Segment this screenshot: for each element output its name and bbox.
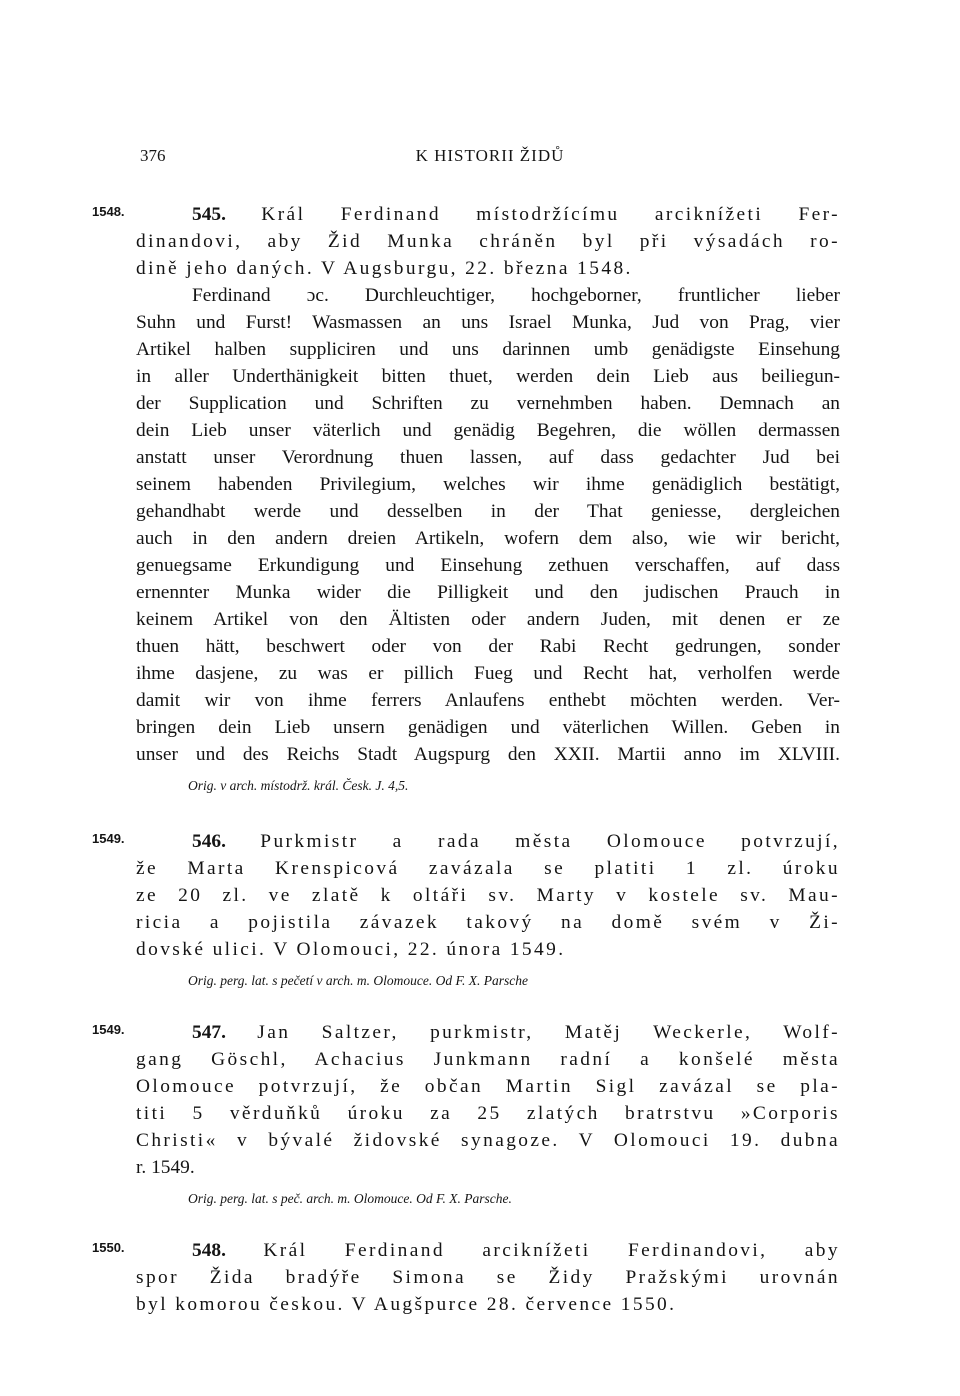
entry-heading-text: Jan Saltzer, purkmistr, Matěj Weckerle, Wolf- [225,1022,840,1043]
entry-heading-line [136,201,840,228]
document-entry-546 [92,828,840,991]
running-title: K HISTORII ŽIDŮ [415,146,565,165]
entry-text-line: unser und des Reichs Stadt Augspurg den XXII. Martii anno im XLVIII. [136,744,840,765]
entry-heading-text: Purkmistr a rada města Olomouce potvrzují, [225,831,840,852]
entry-text-line: seinem habenden Privilegium, welches wir ihme genädiglich bestätigt, [136,474,840,495]
entry-heading-line: titi 5 věrduňků úroku za 25 zlatých bratrstvu »Corporis [136,1103,840,1124]
entry-text-line: keinem Artikel von den Ältisten oder andern Juden, mit denen er ze [136,609,840,630]
page-number: 376 [140,146,166,165]
entry-heading-line: ze 20 zl. ve zlatě k oltáři sv. Marty v kostele sv. Mau- [136,885,840,906]
entry-heading-line [136,1237,840,1264]
entry-text-line: ihme dasjene, zu was er pillich Fueg und Recht hat, verholfen werde [136,663,840,684]
entry-heading-line: ricia a pojistila závazek takový na domě svém v Ži- [136,912,840,933]
entry-text-line: Ferdinand ɔc. Durchleuchtiger, hochgeborner, fruntlicher lieber [192,285,840,306]
entry-year: 1548. [92,204,125,219]
entry-heading-line: dovské ulici. V Olomouci, 22. února 1549. [136,939,566,960]
entry-heading-text: Král Ferdinand arciknížeti Ferdinandovi, aby [225,1240,840,1261]
entry-heading-line: dině jeho daných. V Augsburgu, 22. března 1548. [136,258,633,279]
entry-heading-line: r. 1549. [136,1157,195,1178]
document-entry-548 [92,1237,840,1318]
source-note: Orig. perg. lat. s pečetí v arch. m. Olomouce. Od F. X. Parsche [188,973,528,988]
document-entry-547 [92,1019,840,1209]
entry-heading-line: že Marta Krenspicová zavázala se platiti 1 zl. úroku [136,858,840,879]
entry-number: 547. [192,1022,226,1043]
entry-heading-line: Christi« v bývalé židovské synagoze. V Olomouci 19. dubna [136,1130,840,1151]
entry-text-line: auch in den andern dreien Artikeln, wofern dem also, wie wir bericht, [136,528,840,549]
page-header [140,146,840,172]
entry-text-line: dein Lieb unser väterlich und genädig Begehren, die wöllen dermassen [136,420,840,441]
entry-text-line: ernennter Munka wider die Pilligkeit und den judischen Prauch in [136,582,840,603]
entry-heading-line [136,828,840,855]
entry-text-line: anstatt unser Verordnung thuen lassen, auf dass gedachter Jud bei [136,447,840,468]
entry-text-line: bringen dein Lieb unsern genädigen und väterlichen Willen. Geben in [136,717,840,738]
source-note: Orig. v arch. místodrž. král. Česk. J. 4,5. [188,778,409,793]
entry-heading-line: byl komorou českou. V Augšpurce 28. července 1550. [136,1294,677,1315]
entry-text-line: Suhn und Furst! Wasmassen an uns Israel Munka, Jud von Prag, vier [136,312,840,333]
entry-text-line: Artikel halben suppliciren und uns darinnen umb genädigste Einsehung [136,339,840,360]
entry-text-line: thuen hätt, beschwert oder von der Rabi Recht gedrungen, sonder [136,636,840,657]
entry-number: 545. [192,204,226,225]
source-note: Orig. perg. lat. s peč. arch. m. Olomouce. Od F. X. Parsche. [188,1191,512,1206]
entry-text-line: gehandhabt werde und desselben in der That geniesse, dergleichen [136,501,840,522]
entry-year: 1549. [92,1022,125,1037]
document-entry-545 [92,201,840,796]
entry-text-line: genuegsame Erkundigung und Einsehung zethuen verschaffen, auf dass [136,555,840,576]
entry-heading-line: dinandovi, aby Žid Munka chráněn byl při výsadách ro- [136,231,840,252]
entry-text-line: damit wir von ihme ferrers Anlaufens enthebt möchten werden. Ver- [136,690,840,711]
entry-heading-line [136,1019,840,1046]
entry-heading-line: Olomouce potvrzují, že občan Martin Sigl zavázal se pla- [136,1076,840,1097]
entry-heading-line: spor Žida bradýře Simona se Židy Pražskými urovnán [136,1267,840,1288]
entry-heading-text: Král Ferdinand místodržícímu arciknížeti Fer- [225,204,840,225]
entry-year: 1549. [92,831,125,846]
entry-text-line: der Supplication und Schriften zu vernehmben haben. Demnach an [136,393,840,414]
entry-number: 546. [192,831,226,852]
entry-text-line: in aller Underthänigkeit bitten thuet, werden dein Lieb aus beiliegun- [136,366,840,387]
entry-number: 548. [192,1240,226,1261]
entry-year: 1550. [92,1240,125,1255]
entry-heading-line: gang Göschl, Achacius Junkmann radní a konšelé města [136,1049,840,1070]
